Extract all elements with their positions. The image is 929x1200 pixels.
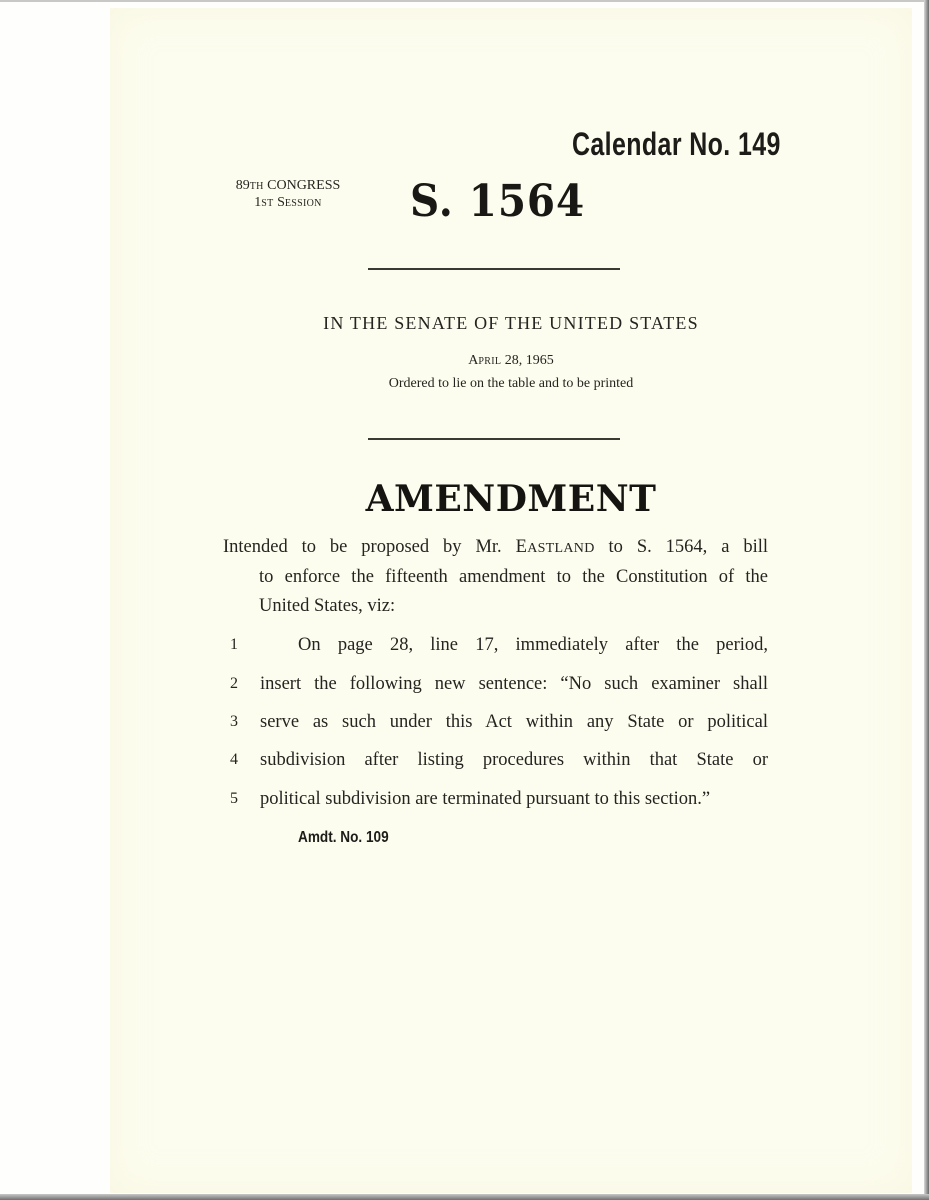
- line-number: 2: [230, 675, 238, 692]
- date-month-initial: A: [468, 353, 479, 368]
- line-text: insert the following new sentence: “No such examiner shall: [260, 674, 768, 694]
- session-number: 1: [254, 195, 262, 210]
- line-text: political subdivision are terminated pursuant to this section.”: [260, 789, 711, 809]
- line-number: 5: [230, 790, 238, 807]
- action-statement: Ordered to lie on the table and to be printed: [388, 376, 634, 391]
- intro-line-3: United States, viz:: [259, 596, 396, 616]
- intro-text: Intended to be proposed by Mr.: [223, 537, 516, 557]
- congress-ordinal-suffix: TH: [249, 181, 264, 192]
- scan-edge-right: [924, 0, 929, 1200]
- scan-edge-bottom: [0, 1194, 929, 1200]
- amendment-intro: [223, 533, 768, 621]
- amendment-line: [223, 708, 768, 736]
- scan-edge-top: [0, 0, 929, 2]
- congress-session-block: [222, 178, 354, 212]
- intro-text-post: to S. 1564, a bill: [594, 537, 768, 557]
- amendment-line: [223, 785, 768, 813]
- date-day-year: 28, 1965: [504, 353, 554, 368]
- congress-label: [222, 178, 354, 195]
- amendment-line: [223, 631, 768, 659]
- date-month-rest: PRIL: [478, 356, 502, 367]
- congress-number: 89: [235, 178, 250, 193]
- line-number: 4: [230, 751, 238, 768]
- session-word-initial: S: [277, 195, 285, 210]
- line-text: serve as such under this Act within any State or political: [260, 712, 768, 732]
- sponsor-initial: E: [515, 537, 528, 557]
- bill-number: S. 1564: [410, 176, 586, 227]
- congress-word: CONGRESS: [267, 178, 341, 193]
- sponsor-rest: ASTLAND: [527, 541, 595, 556]
- line-number: 3: [230, 713, 238, 730]
- amendment-line: [223, 670, 768, 698]
- divider-rule-top: [368, 268, 620, 270]
- intro-line-2: to enforce the fifteenth amendment to the Constitution of the: [259, 567, 768, 587]
- session-label: [222, 195, 354, 212]
- calendar-number: Calendar No. 149: [572, 126, 781, 162]
- sponsor-name: [516, 537, 595, 557]
- chamber-heading: IN THE SENATE OF THE UNITED STATES: [323, 313, 699, 333]
- line-text: On page 28, line 17, immediately after the period,: [298, 635, 768, 655]
- document-title: AMENDMENT: [365, 478, 657, 520]
- line-text: subdivision after listing procedures within that State or: [260, 750, 768, 770]
- session-ordinal-suffix: ST: [261, 198, 274, 209]
- intro-line-1: [223, 533, 768, 563]
- introduction-date: [110, 353, 912, 369]
- divider-rule-bottom: [368, 438, 620, 440]
- amendment-number: Amdt. No. 109: [298, 829, 389, 846]
- amendment-line: [223, 746, 768, 774]
- line-number: 1: [230, 636, 238, 653]
- session-word-rest: ESSION: [284, 198, 322, 209]
